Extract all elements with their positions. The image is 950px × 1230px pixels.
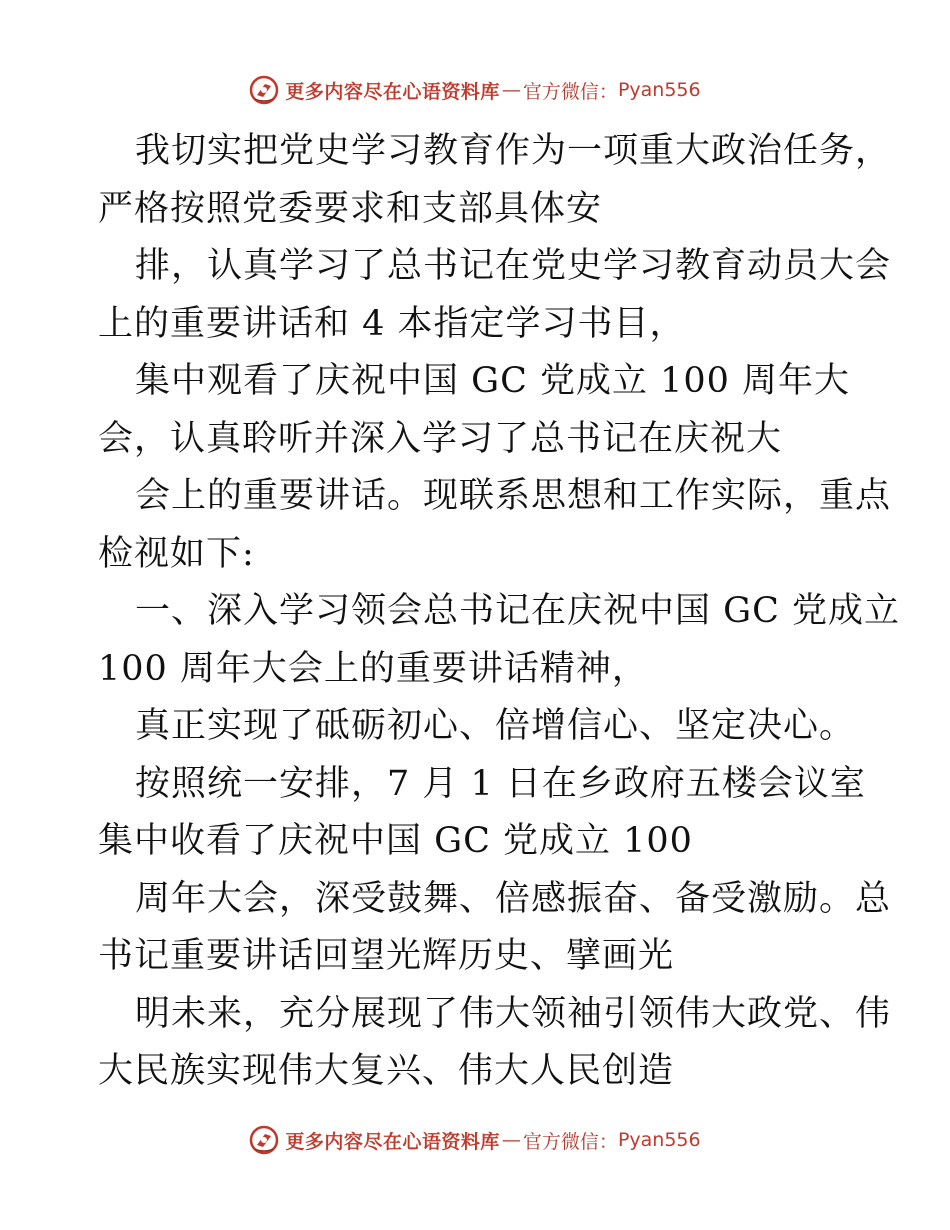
paragraph-line: 周年大会，深受鼓舞、倍感振奋、备受激励。总 xyxy=(135,878,892,919)
header-banner xyxy=(0,70,950,110)
paragraph-line: 按照统一安排，7 月 1 日在乡政府五楼会议室 xyxy=(135,763,866,804)
paragraph-line: 检视如下: xyxy=(98,533,255,574)
paragraph-line: 会上的重要讲话。现联系思想和工作实际，重点 xyxy=(135,476,892,516)
paragraph-line: 集中收看了庆祝中国 GC 党成立 100 xyxy=(98,821,693,861)
banner-separator: — xyxy=(501,1129,521,1151)
section-heading-line: 一、深入学习领会总书记在庆祝中国 GC 党成立 xyxy=(135,591,900,631)
banner-text: 更多内容尽在心语资料库 xyxy=(285,1130,500,1153)
paragraph-line: 上的重要讲话和 4 本指定学习书目， xyxy=(98,303,686,344)
paragraph-line: 真正实现了砥砺初心、倍增信心、坚定决心。 xyxy=(135,706,856,746)
paragraph-line: 明未来，充分展现了伟大领袖引领伟大政党、伟 xyxy=(135,993,892,1034)
seal-logo-icon xyxy=(249,75,279,105)
wechat-label: 官方微信： xyxy=(522,1130,618,1153)
paragraph-line: 严格按照党委要求和支部具体安 xyxy=(98,188,603,229)
wechat-id: Pyan556 xyxy=(617,79,701,101)
banner-text: 更多内容尽在心语资料库 xyxy=(285,80,500,103)
paragraph-line: 我切实把党史学习教育作为一项重大政治任务， xyxy=(135,131,892,171)
wechat-label: 官方微信： xyxy=(522,80,618,103)
section-heading-line: 100 周年大会上的重要讲话精神， xyxy=(98,648,648,689)
wechat-id: Pyan556 xyxy=(617,1129,701,1151)
document-body xyxy=(98,123,900,1101)
paragraph-line: 书记重要讲话回望光辉历史、擘画光 xyxy=(98,936,675,976)
seal-logo-icon xyxy=(249,1125,279,1155)
paragraph-line: 大民族实现伟大复兴、伟大人民创造 xyxy=(98,1051,675,1091)
paragraph-line: 集中观看了庆祝中国 GC 党成立 100 周年大 xyxy=(135,361,851,401)
footer-banner xyxy=(0,1120,950,1160)
banner-separator: — xyxy=(501,79,521,101)
paragraph-line: 排，认真学习了总书记在党史学习教育动员大会 xyxy=(135,246,892,286)
paragraph-line: 会，认真聆听并深入学习了总书记在庆祝大 xyxy=(98,418,783,459)
